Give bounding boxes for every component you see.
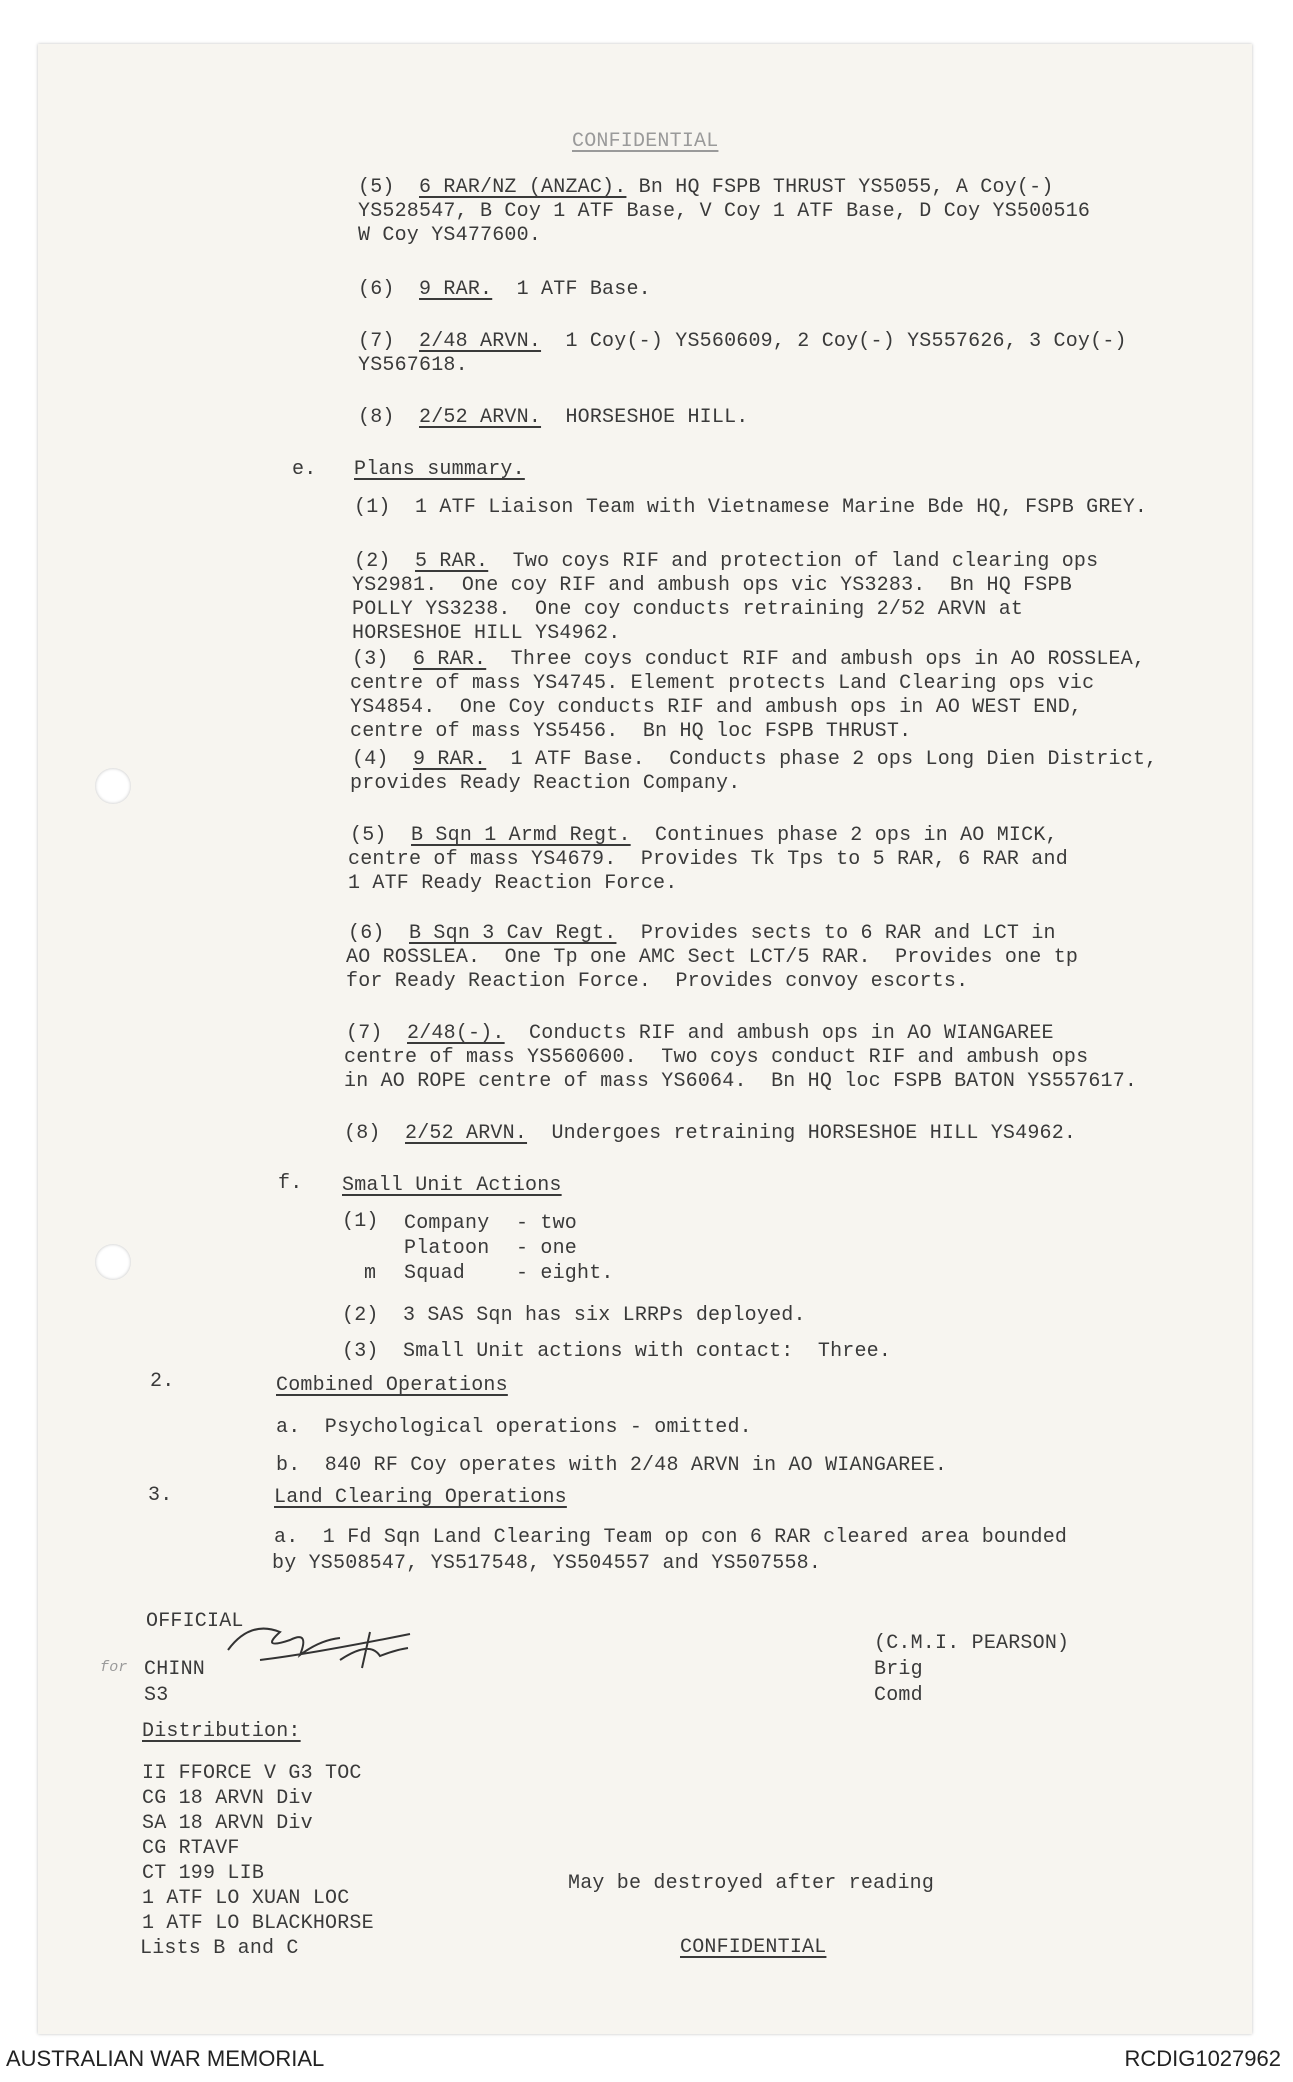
small-unit-row-value: - two — [516, 1212, 578, 1235]
plan-2-line: POLLY YS3238. One coy conducts retraining 2/52 ARVN at — [352, 598, 1024, 621]
plan-7-line: centre of mass YS560600. Two coys conduct RIF and ambush ops — [344, 1046, 1089, 1069]
header-classification: CONFIDENTIAL — [572, 130, 719, 153]
combined-heading: Combined Operations — [276, 1374, 508, 1397]
plan-4-line: provides Ready Reaction Company. — [350, 772, 741, 795]
distribution-item: 1 ATF LO BLACKHORSE — [142, 1912, 374, 1935]
plan-7-line: in AO ROPE centre of mass YS6064. Bn HQ loc FSPB BATON YS557617. — [344, 1070, 1138, 1093]
punch-hole — [95, 1244, 131, 1280]
plan-3-line: centre of mass YS4745. Element protects Land Clearing ops vic — [350, 672, 1095, 695]
section-3-num: 3. — [148, 1484, 173, 1507]
unit-7: (7) 2/48 ARVN. 1 Coy(-) YS560609, 2 Coy(-) YS557626, 3 Coy(-) — [358, 330, 1127, 353]
combined-a: a. Psychological operations - omitted. — [276, 1416, 752, 1439]
plans-heading: Plans summary. — [354, 458, 525, 481]
commander-name: (C.M.I. PEARSON) — [874, 1632, 1070, 1655]
distribution-item: II FFORCE V G3 TOC — [142, 1762, 362, 1785]
plan-5-line: centre of mass YS4679. Provides Tk Tps to 5 RAR, 6 RAR and — [348, 848, 1068, 871]
official-label: OFFICIAL — [146, 1610, 244, 1633]
land-heading: Land Clearing Operations — [274, 1486, 567, 1509]
unit-8: (8) 2/52 ARVN. HORSESHOE HILL. — [358, 406, 749, 429]
land-a-line: a. 1 Fd Sqn Land Clearing Team op con 6 RAR cleared area bounded — [274, 1526, 1068, 1549]
small-unit-letter: f. — [278, 1172, 303, 1195]
signatory-rank: S3 — [144, 1684, 169, 1707]
commander-rank: Brig — [874, 1658, 923, 1681]
signatory-name: CHINN — [144, 1658, 206, 1681]
plan-6-line: for Ready Reaction Force. Provides convoy escorts. — [346, 970, 969, 993]
unit-5: (5) 6 RAR/NZ (ANZAC). Bn HQ FSPB THRUST YS5055, A Coy(-) — [358, 176, 1054, 199]
unit-5-line: W Coy YS477600. — [358, 224, 542, 247]
plan-6-line: AO ROSSLEA. One Tp one AMC Sect LCT/5 RAR. Provides one tp — [346, 946, 1079, 969]
distribution-item: CT 199 LIB — [142, 1862, 265, 1885]
plan-3-line: YS4854. One Coy conducts RIF and ambush ops in AO WEST END, — [350, 696, 1083, 719]
small-unit-row-label: Platoon — [404, 1237, 490, 1260]
for-mark: for — [100, 1659, 128, 1676]
distribution-item: SA 18 ARVN Div — [142, 1812, 313, 1835]
commander-role: Comd — [874, 1684, 923, 1707]
archive-label: AUSTRALIAN WAR MEMORIAL — [6, 2046, 325, 2071]
archive-id: RCDIG1027962 — [1124, 2046, 1281, 2071]
footer-classification: CONFIDENTIAL — [680, 1936, 827, 1959]
small-unit-row-value: - eight. — [516, 1262, 614, 1285]
margin-mark: m — [364, 1262, 377, 1285]
small-unit-row-label: Squad — [404, 1262, 466, 1285]
punch-hole — [95, 768, 131, 804]
small-unit-2: (2) 3 SAS Sqn has six LRRPs deployed. — [342, 1304, 806, 1327]
distribution-item: CG 18 ARVN Div — [142, 1787, 313, 1810]
plan-2-line: HORSESHOE HILL YS4962. — [352, 622, 621, 645]
plan-8: (8) 2/52 ARVN. Undergoes retraining HORSESHOE HILL YS4962. — [344, 1122, 1077, 1145]
land-a-line: by YS508547, YS517548, YS504557 and YS507558. — [272, 1552, 822, 1575]
unit-5-line: YS528547, B Coy 1 ATF Base, V Coy 1 ATF Base, D Coy YS500516 — [358, 200, 1091, 223]
small-unit-heading: Small Unit Actions — [342, 1174, 562, 1197]
plan-5-line: 1 ATF Ready Reaction Force. — [348, 872, 678, 895]
combined-b: b. 840 RF Coy operates with 2/48 ARVN in AO WIANGAREE. — [276, 1454, 948, 1477]
section-2-num: 2. — [150, 1370, 175, 1393]
distribution-heading: Distribution: — [142, 1720, 301, 1743]
unit-7-line: YS567618. — [358, 354, 468, 377]
distribution-item: 1 ATF LO XUAN LOC — [142, 1887, 350, 1910]
distribution-item: CG RTAVF — [142, 1837, 240, 1860]
signature-mark — [220, 1610, 420, 1680]
distribution-item: Lists B and C — [140, 1937, 299, 1960]
small-unit-3: (3) Small Unit actions with contact: Three. — [342, 1340, 892, 1363]
plan-2: (2) 5 RAR. Two coys RIF and protection of land clearing ops — [354, 550, 1099, 573]
plan-1: (1) 1 ATF Liaison Team with Vietnamese Marine Bde HQ, FSPB GREY. — [354, 496, 1148, 519]
unit-6: (6) 9 RAR. 1 ATF Base. — [358, 278, 651, 301]
plan-7: (7) 2/48(-). Conducts RIF and ambush ops in AO WIANGAREE — [346, 1022, 1054, 1045]
destroy-note: May be destroyed after reading — [568, 1872, 935, 1895]
plan-6: (6) B Sqn 3 Cav Regt. Provides sects to 6 RAR and LCT in — [348, 922, 1056, 945]
plan-3-line: centre of mass YS5456. Bn HQ loc FSPB THRUST. — [350, 720, 912, 743]
plans-letter: e. — [292, 458, 317, 481]
small-unit-row-value: - one — [516, 1237, 578, 1260]
small-unit-1-num: (1) — [342, 1210, 379, 1233]
plan-3: (3) 6 RAR. Three coys conduct RIF and ambush ops in AO ROSSLEA, — [352, 648, 1146, 671]
plan-4: (4) 9 RAR. 1 ATF Base. Conducts phase 2 ops Long Dien District, — [352, 748, 1158, 771]
small-unit-row-label: Company — [404, 1212, 490, 1235]
plan-5: (5) B Sqn 1 Armd Regt. Continues phase 2 ops in AO MICK, — [350, 824, 1058, 847]
plan-2-line: YS2981. One coy RIF and ambush ops vic YS3283. Bn HQ FSPB — [352, 574, 1072, 597]
